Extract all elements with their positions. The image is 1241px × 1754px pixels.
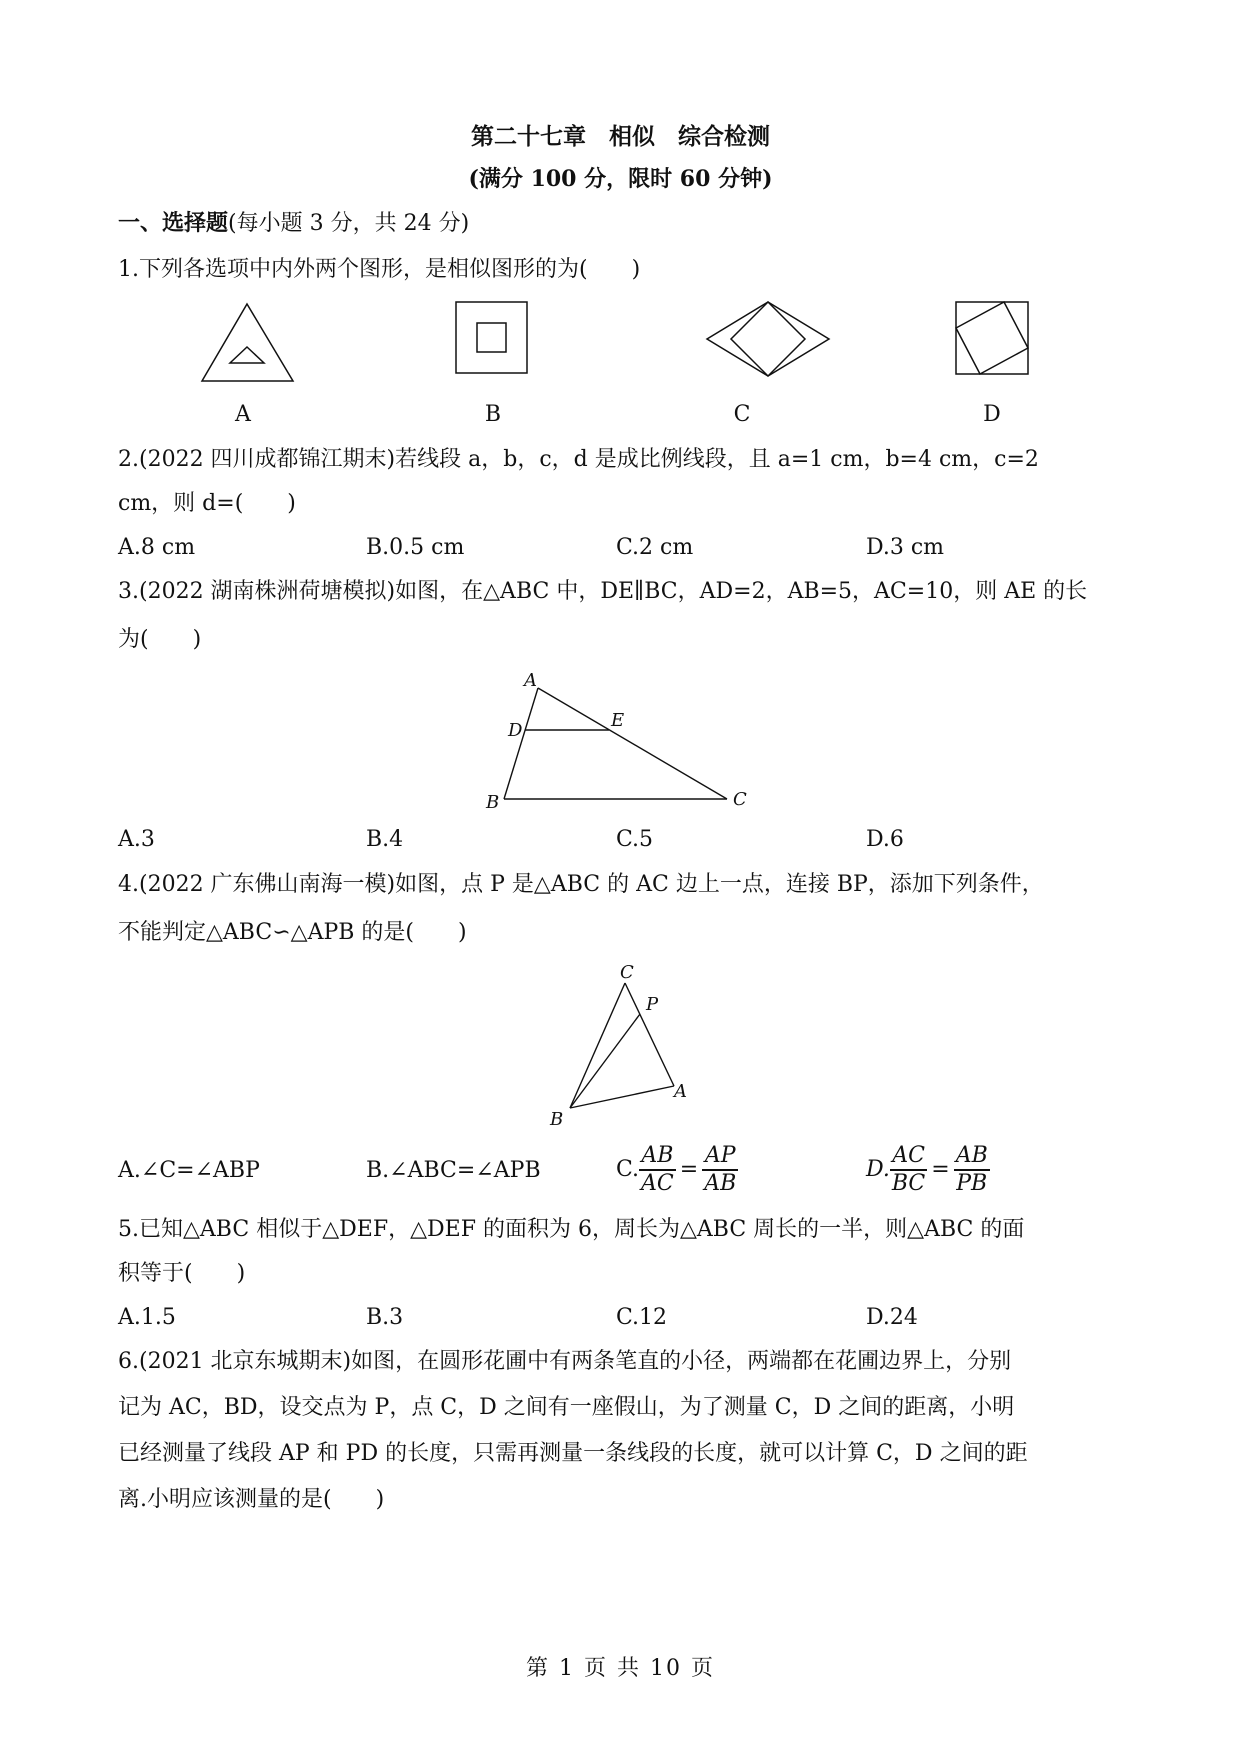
q2-option-c: C.2 cm: [616, 535, 694, 560]
section-heading: [118, 208, 469, 239]
segment-ba: [570, 1086, 674, 1108]
q3-label-c: C: [733, 789, 747, 810]
q3-option-c: C.5: [616, 827, 654, 852]
q5-line1: 5.已知△ABC 相似于△DEF，△DEF 的面积为 6，周长为△ABC 周长的一半，则△ABC 的面: [118, 1217, 1025, 1242]
q1-figure-b: [454, 300, 530, 376]
q3-figure: [480, 668, 750, 816]
denominator: AC: [641, 1171, 674, 1196]
fraction: [954, 1143, 990, 1197]
q4-label-c: C: [620, 962, 634, 983]
q3-label-e: E: [611, 710, 625, 731]
equals-sign: =: [931, 1157, 950, 1182]
q3-line2: 为( ): [118, 627, 202, 652]
numerator: AC: [890, 1143, 927, 1171]
q3-line1: 3.(2022 湖南株洲荷塘模拟)如图，在△ABC 中，DE∥BC，AD=2，AB=5，AC=10，则 AE 的长: [118, 579, 1088, 604]
q2-line2: cm，则 d=( ): [118, 491, 296, 516]
segment-ac: [538, 688, 727, 799]
q1-label-a: A: [235, 402, 251, 427]
q4-option-a: A.∠C=∠ABP: [118, 1158, 260, 1183]
fraction: [890, 1143, 927, 1197]
page-footer: 第 1 页 共 10 页: [526, 1656, 715, 1681]
inner-square-shape: [731, 302, 805, 376]
q3-option-b: B.4: [366, 827, 404, 852]
numerator: AB: [639, 1143, 676, 1171]
outer-square-shape: [956, 302, 1028, 374]
inner-square-shape: [477, 323, 506, 352]
fraction: [702, 1143, 738, 1197]
q4-label-b: B: [550, 1109, 564, 1130]
inner-square-shape: [956, 302, 1028, 374]
q4-label-p: P: [646, 994, 659, 1015]
q4-line2: 不能判定△ABC∽△APB 的是( ): [118, 920, 467, 945]
numerator: AP: [702, 1143, 738, 1171]
section-note: (每小题 3 分，共 24 分): [228, 211, 470, 236]
outer-square-shape: [456, 302, 527, 373]
q2-option-d: D.3 cm: [866, 535, 945, 560]
q5-option-b: B.3: [366, 1305, 404, 1330]
q4-option-c-prefix: C.: [616, 1157, 640, 1182]
q4-option-d-prefix: D.: [866, 1157, 890, 1182]
q4-label-a: A: [674, 1081, 687, 1102]
q3-label-a: A: [524, 670, 537, 691]
q5-option-a: A.1.5: [118, 1305, 176, 1330]
q4-figure: [540, 960, 720, 1130]
q4-option-c: [616, 1143, 738, 1197]
q1-text: 1.下列各选项中内外两个图形，是相似图形的为( ): [118, 257, 641, 282]
denominator: AB: [704, 1171, 737, 1196]
fraction: [639, 1143, 676, 1197]
q2-option-a: A.8 cm: [118, 535, 196, 560]
q5-line2: 积等于( ): [118, 1261, 246, 1286]
q1-label-c: C: [733, 402, 751, 427]
q3-option-d: D.6: [866, 827, 904, 852]
q1-label-b: B: [484, 402, 502, 427]
inner-triangle-shape: [230, 347, 264, 363]
q1-figure-c: [705, 300, 831, 378]
q4-option-d: [866, 1143, 990, 1197]
q3-label-d: D: [508, 720, 523, 741]
numerator: AB: [954, 1143, 990, 1171]
q5-option-c: C.12: [616, 1305, 668, 1330]
q2-line1: 2.(2022 四川成都锦江期末)若线段 a，b，c，d 是成比例线段，且 a=1 cm，b=4 cm，c=2: [118, 447, 1039, 472]
denominator: PB: [956, 1171, 988, 1196]
outer-rhombus-shape: [707, 302, 829, 376]
page-title: 第二十七章 相似 综合检测: [471, 123, 770, 150]
q3-label-b: B: [486, 792, 500, 813]
q4-option-b: B.∠ABC=∠APB: [366, 1158, 541, 1183]
equals-sign: =: [679, 1157, 699, 1182]
q6-line3: 已经测量了线段 AP 和 PD 的长度，只需再测量一条线段的长度，就可以计算 C，D 之间的距: [118, 1441, 1028, 1466]
q1-figure-a: [200, 302, 296, 384]
q1-figure-d: [954, 300, 1030, 376]
q6-line2: 记为 AC，BD，设交点为 P，点 C，D 之间有一座假山，为了测量 C，D 之间的距离，小明: [118, 1395, 1015, 1420]
q3-option-a: A.3: [118, 827, 155, 852]
q2-option-b: B.0.5 cm: [366, 535, 465, 560]
q4-line1: 4.(2022 广东佛山南海一模)如图，点 P 是△ABC 的 AC 边上一点，连接 BP，添加下列条件，: [118, 872, 1044, 897]
q5-option-d: D.24: [866, 1305, 918, 1330]
denominator: BC: [891, 1171, 926, 1196]
section-title: 一、选择题: [118, 210, 229, 236]
segment-ab: [504, 688, 538, 799]
page-subtitle: (满分 100 分，限时 60 分钟): [468, 166, 773, 192]
outer-triangle-shape: [202, 304, 293, 381]
q6-line1: 6.(2021 北京东城期末)如图，在圆形花圃中有两条笔直的小径，两端都在花圃边界上，分别: [118, 1349, 1012, 1374]
q1-label-d: D: [983, 402, 1001, 427]
q6-line4: 离.小明应该测量的是( ): [118, 1487, 385, 1512]
